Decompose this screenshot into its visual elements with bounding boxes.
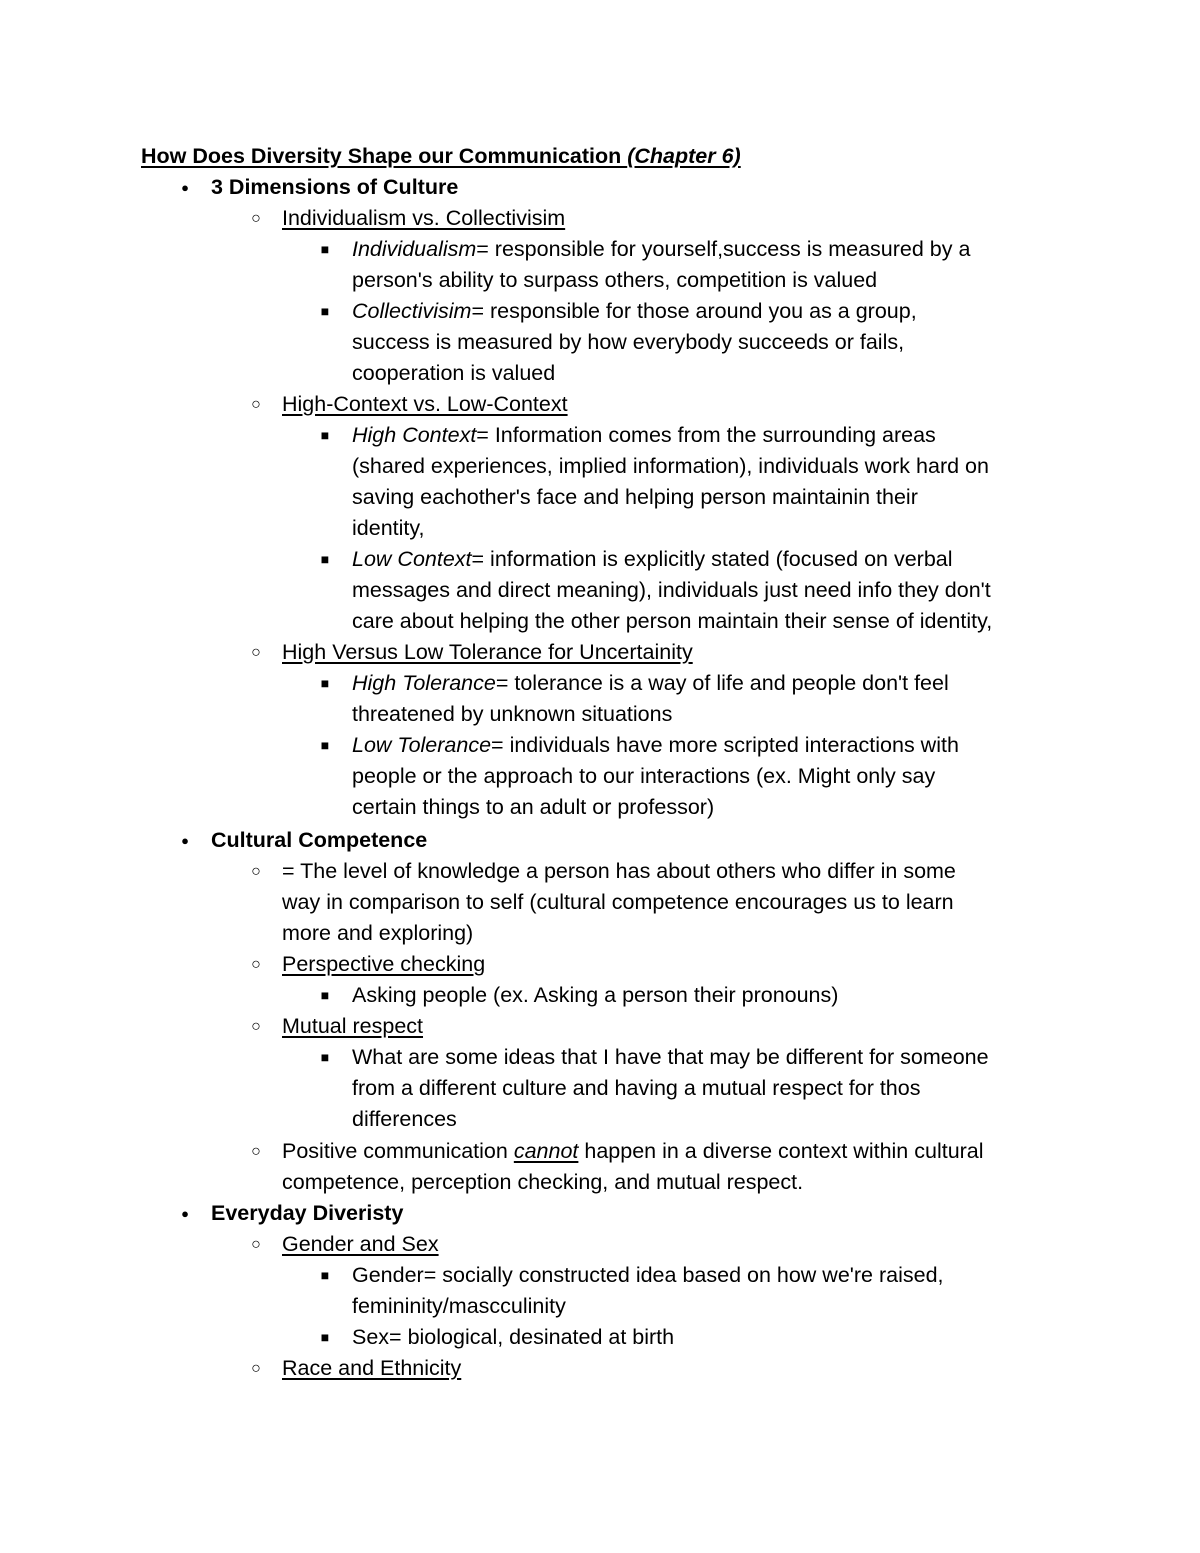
subheading-respect: Mutual respect — [282, 1014, 424, 1038]
term-low-tolerance: Low Tolerance — [352, 733, 492, 757]
definition-text: = individuals have more scripted interactions with — [491, 733, 959, 757]
list-item — [352, 420, 936, 451]
list-item — [352, 730, 959, 761]
bullet-circle: ○ — [251, 1143, 261, 1160]
bullet-square: ■ — [320, 1267, 330, 1283]
list-item-continued: certain things to an adult or professor) — [352, 795, 715, 819]
list-item-continued: cooperation is valued — [352, 361, 556, 385]
positive-text-post: happen in a diverse context within cultural — [578, 1139, 984, 1163]
list-item: Gender= socially constructed idea based on how we're raised, — [352, 1263, 944, 1287]
bullet-square: ■ — [320, 551, 330, 567]
bullet-disc: ● — [181, 180, 189, 195]
positive-text-pre: Positive communication — [282, 1139, 514, 1163]
list-item-continued: more and exploring) — [282, 921, 474, 945]
subheading-context: High-Context vs. Low-Context — [282, 392, 568, 416]
bullet-circle: ○ — [251, 210, 261, 227]
bullet-square: ■ — [320, 1329, 330, 1345]
list-item — [352, 296, 917, 327]
definition-text: = information is explicitly stated (focused on verbal — [471, 547, 953, 571]
bullet-square: ■ — [320, 241, 330, 257]
list-item-continued: (shared experiences, implied information), individuals work hard on — [352, 454, 989, 478]
subheading-race: Race and Ethnicity — [282, 1356, 462, 1380]
list-item-continued: competence, perception checking, and mutual respect. — [282, 1170, 804, 1194]
list-item-continued: care about helping the other person maintain their sense of identity, — [352, 609, 993, 633]
list-item-continued: people or the approach to our interactions (ex. Might only say — [352, 764, 936, 788]
bullet-circle: ○ — [251, 863, 261, 880]
term-high-tolerance: High Tolerance — [352, 671, 496, 695]
bullet-square: ■ — [320, 1049, 330, 1065]
list-item-continued: femininity/mascculinity — [352, 1294, 566, 1318]
bullet-circle: ○ — [251, 396, 261, 413]
list-item: What are some ideas that I have that may be different for someone — [352, 1045, 989, 1069]
list-item — [352, 234, 970, 265]
list-item-continued: person's ability to surpass others, competition is valued — [352, 268, 878, 292]
list-item-continued: success is measured by how everybody succeeds or fails, — [352, 330, 905, 354]
emphasis-cannot: cannot — [513, 1139, 579, 1163]
page-title-main: How Does Diversity Shape our Communication — [141, 144, 628, 168]
list-item-continued: from a different culture and having a mutual respect for thos — [352, 1076, 921, 1100]
list-item-continued: identity, — [352, 516, 425, 540]
list-item-continued: saving eachother's face and helping person maintainin their — [352, 485, 918, 509]
list-item — [352, 544, 953, 575]
bullet-circle: ○ — [251, 956, 261, 973]
term-individualism: Individualism — [352, 237, 477, 261]
list-item-continued: threatened by unknown situations — [352, 702, 673, 726]
page-title-chapter: (Chapter 6) — [627, 144, 741, 168]
section-heading-everyday: Everyday Diveristy — [211, 1201, 404, 1225]
subheading-individualism: Individualism vs. Collectivisim — [282, 206, 566, 230]
bullet-disc: ● — [181, 1206, 189, 1221]
list-item: Asking people (ex. Asking a person their pronouns) — [352, 983, 839, 1007]
bullet-square: ■ — [320, 427, 330, 443]
list-item: = The level of knowledge a person has about others who differ in some — [282, 859, 956, 883]
bullet-disc: ● — [181, 833, 189, 848]
bullet-circle: ○ — [251, 644, 261, 661]
definition-text: = responsible for those around you as a group, — [471, 299, 917, 323]
bullet-circle: ○ — [251, 1236, 261, 1253]
bullet-square: ■ — [320, 987, 330, 1003]
list-item: Sex= biological, desinated at birth — [352, 1325, 675, 1349]
bullet-square: ■ — [320, 675, 330, 691]
list-item-continued: way in comparison to self (cultural competence encourages us to learn — [282, 890, 954, 914]
list-item-continued: differences — [352, 1107, 457, 1131]
list-item-continued: messages and direct meaning), individuals just need info they don't — [352, 578, 991, 602]
definition-text: = responsible for yourself,success is measured by a — [476, 237, 971, 261]
definition-text: = tolerance is a way of life and people don't feel — [495, 671, 949, 695]
subheading-gender: Gender and Sex — [282, 1232, 439, 1256]
subheading-tolerance: High Versus Low Tolerance for Uncertainity — [282, 640, 693, 664]
term-high-context: High Context — [352, 423, 477, 447]
bullet-circle: ○ — [251, 1018, 261, 1035]
bullet-square: ■ — [320, 737, 330, 753]
list-item — [352, 668, 949, 699]
section-heading-competence: Cultural Competence — [211, 828, 428, 852]
subheading-perspective: Perspective checking — [282, 952, 486, 976]
term-low-context: Low Context — [352, 547, 472, 571]
list-item — [282, 1136, 984, 1167]
bullet-circle: ○ — [251, 1360, 261, 1377]
term-collectivisim: Collectivisim — [352, 299, 472, 323]
bullet-square: ■ — [320, 303, 330, 319]
section-heading-culture: 3 Dimensions of Culture — [211, 175, 459, 199]
definition-text: = Information comes from the surrounding areas — [476, 423, 936, 447]
page-title — [141, 141, 741, 172]
